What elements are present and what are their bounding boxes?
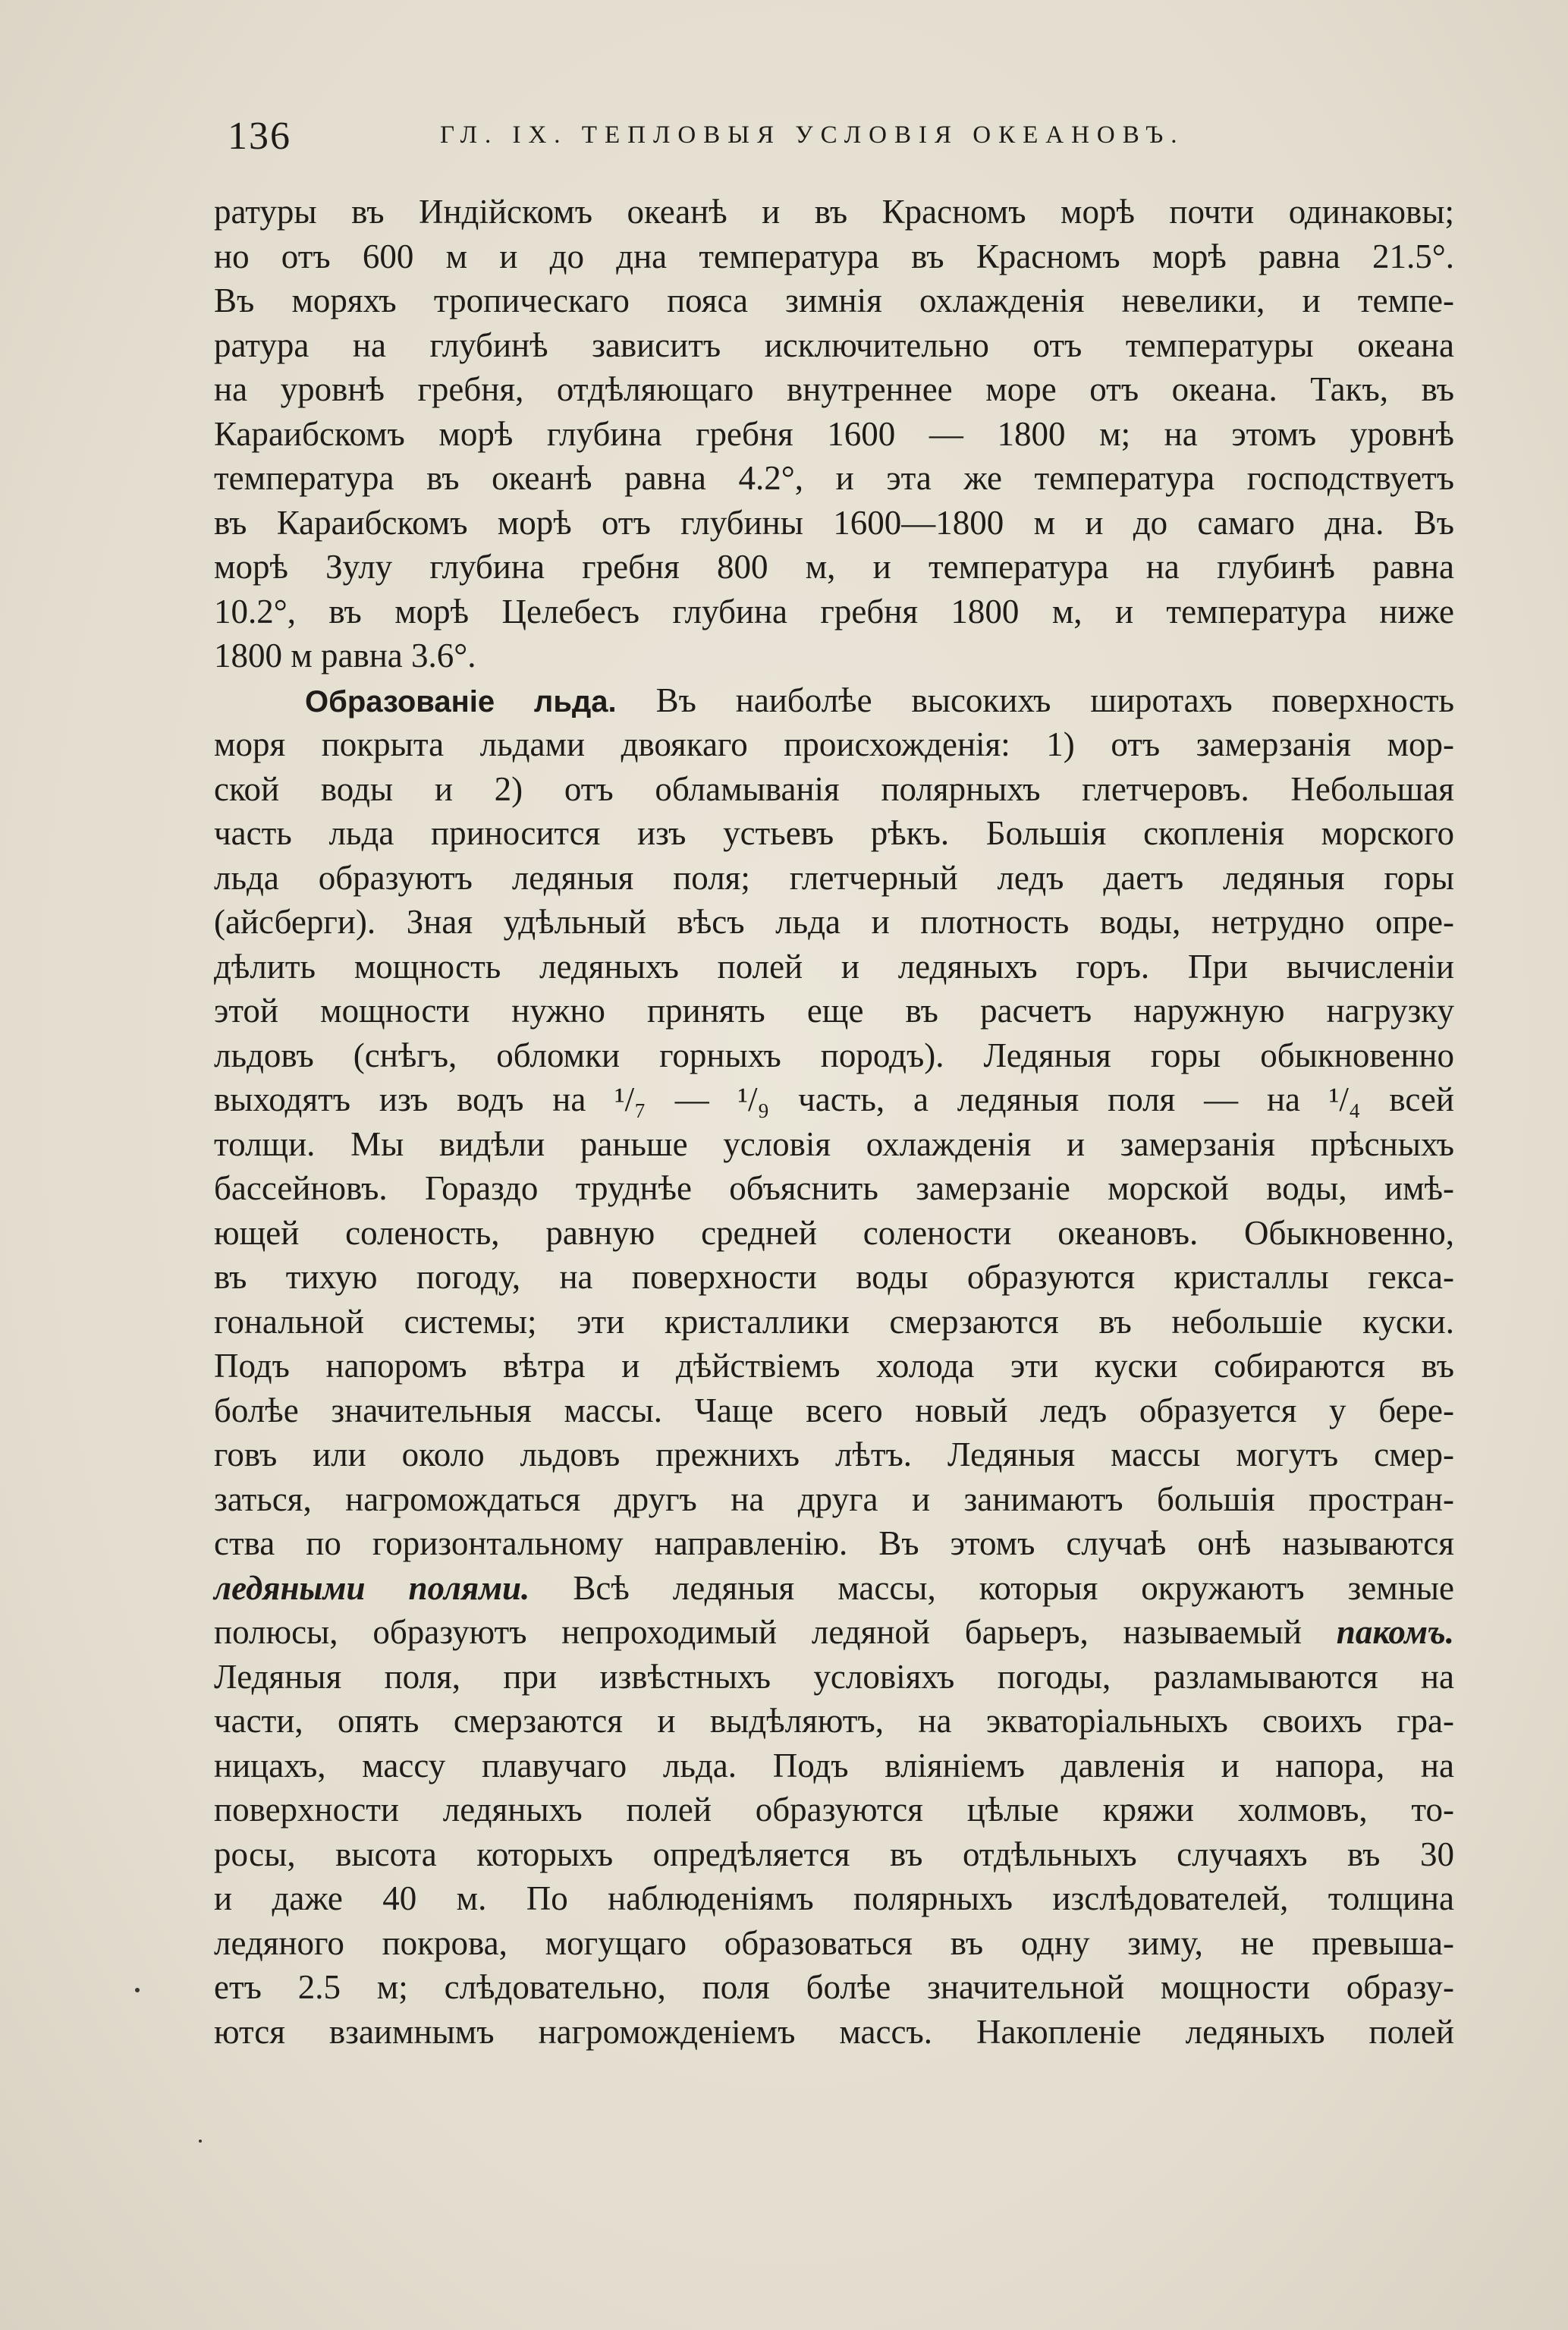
text-run: Всѣ ледяныя массы, которыя окружаютъ земные — [573, 1568, 1455, 1607]
text-line: моря покрыта льдами двоякаго происхожденія: 1) отъ замерзанія мор- — [214, 725, 1454, 763]
text-line: ства по горизонтальному направленію. Въ этомъ случаѣ онѣ называются — [214, 1524, 1454, 1562]
text-line: и даже 40 м. По наблюденіямъ полярныхъ изслѣдователей, толщина — [214, 1879, 1454, 1917]
text-line: температура въ океанѣ равна 4.2°, и эта же температура господствуетъ — [214, 459, 1454, 497]
term-ice-fields: ледяными полями. — [214, 1568, 530, 1607]
text-run: Въ наиболѣе высокихъ широтахъ поверхность — [655, 681, 1455, 719]
text-line: въ тихую погоду, на поверхности воды образуются кристаллы гекса- — [214, 1258, 1454, 1296]
body-text — [214, 190, 1454, 2054]
text-line-with-term — [214, 1566, 1454, 1611]
text-line: въ Караибскомъ морѣ отъ глубины 1600—1800 м и до самаго дна. Въ — [214, 503, 1454, 542]
text-line: 10.2°, въ морѣ Целебесъ глубина гребня 1800 м, и температура ниже — [214, 592, 1454, 630]
text-line: етъ 2.5 м; слѣдовательно, поля болѣе значительной мощности образу- — [214, 1968, 1454, 2006]
page-header — [228, 114, 1236, 159]
text-line: этой мощности нужно принять еще въ расчетъ наружную нагрузку — [214, 992, 1454, 1030]
text-line: на уровнѣ гребня, отдѣляющаго внутреннее море отъ океана. Такъ, въ — [214, 370, 1454, 408]
text-line: ющей соленость, равную средней солености океановъ. Обыкновенно, — [214, 1213, 1454, 1252]
text-line: выходятъ изъ водъ на ¹/₇ — ¹/₉ часть, а ледяныя поля — на ¹/₄ всей — [214, 1080, 1454, 1118]
running-title: ГЛ. IX. ТЕПЛОВЫЯ УСЛОВІЯ ОКЕАНОВЪ. — [440, 121, 1185, 149]
text-line: ратуры въ Индійскомъ океанѣ и въ Красномъ морѣ почти одинаковы; — [214, 193, 1454, 231]
section-heading: Образованіе льда. — [305, 684, 617, 718]
print-speck — [135, 1988, 140, 1992]
text-line: Подъ напоромъ вѣтра и дѣйствіемъ холода эти куски собираются въ — [214, 1347, 1454, 1385]
text-line: бассейновъ. Гораздо труднѣе объяснить замерзаніе морской воды, имѣ- — [214, 1169, 1454, 1207]
text-line: 1800 м равна 3.6°. — [214, 637, 476, 674]
page-number: 136 — [228, 115, 291, 158]
text-line: но отъ 600 м и до дна температура въ Красномъ морѣ равна 21.5°. — [214, 237, 1454, 275]
text-line: льда образуютъ ледяныя поля; глетчерный ледъ даетъ ледяныя горы — [214, 858, 1454, 897]
text-line: дѣлить мощность ледяныхъ полей и ледяныхъ горъ. При вычисленіи — [214, 947, 1454, 986]
text-line: Ледяныя поля, при извѣстныхъ условіяхъ погоды, разламываются на — [214, 1657, 1454, 1696]
text-line: заться, нагромождаться другъ на друга и занимаютъ большія простран- — [214, 1479, 1454, 1518]
text-line: (айсберги). Зная удѣльный вѣсъ льда и плотность воды, нетрудно опре- — [214, 903, 1454, 941]
text-line: росы, высота которыхъ опредѣляется въ отдѣльныхъ случаяхъ въ 30 — [214, 1835, 1454, 1873]
text-line: ницахъ, массу плавучаго льда. Подъ вліяніемъ давленія и напора, на — [214, 1746, 1454, 1784]
text-line: толщи. Мы видѣли раньше условія охлажденія и замерзанія прѣсныхъ — [214, 1124, 1454, 1163]
section-first-line — [214, 678, 1454, 723]
text-run: полюсы, образуютъ непроходимый ледяной барьеръ, называемый — [214, 1613, 1302, 1651]
text-line: часть льда приносится изъ устьевъ рѣкъ. Большія скопленія морского — [214, 814, 1454, 852]
term-pack: пакомъ. — [1336, 1613, 1454, 1651]
text-line: Въ моряхъ тропическаго пояса зимнія охлажденія невелики, и темпе- — [214, 281, 1454, 319]
text-line-with-term — [214, 1610, 1454, 1655]
text-line: ратура на глубинѣ зависитъ исключительно отъ температуры океана — [214, 325, 1454, 364]
text-line: ются взаимнымъ нагроможденіемъ массъ. Накопленіе ледяныхъ полей — [214, 2012, 1454, 2051]
text-line: морѣ Зулу глубина гребня 800 м, и температура на глубинѣ равна — [214, 548, 1454, 586]
text-line: ской воды и 2) отъ обламыванія полярныхъ глетчеровъ. Небольшая — [214, 769, 1454, 808]
text-line: болѣе значительныя массы. Чаще всего новый ледъ образуется у бере- — [214, 1391, 1454, 1429]
text-line: части, опять смерзаются и выдѣляютъ, на экваторіальныхъ своихъ гра- — [214, 1702, 1454, 1740]
text-line: гональной системы; эти кристаллики смерзаются въ небольшіе куски. — [214, 1302, 1454, 1341]
text-line: говъ или около льдовъ прежнихъ лѣтъ. Ледяныя массы могутъ смер- — [214, 1435, 1454, 1473]
text-line: Караибскомъ морѣ глубина гребня 1600 — 1800 м; на этомъ уровнѣ — [214, 414, 1454, 453]
text-line: поверхности ледяныхъ полей образуются цѣлые кряжи холмовъ, то- — [214, 1791, 1454, 1828]
print-speck — [199, 2140, 202, 2143]
text-line: ледяного покрова, могущаго образоваться въ одну зиму, не превыша- — [214, 1923, 1454, 1962]
text-line: льдовъ (снѣгъ, обломки горныхъ породъ). Ледяныя горы обыкновенно — [214, 1036, 1454, 1074]
